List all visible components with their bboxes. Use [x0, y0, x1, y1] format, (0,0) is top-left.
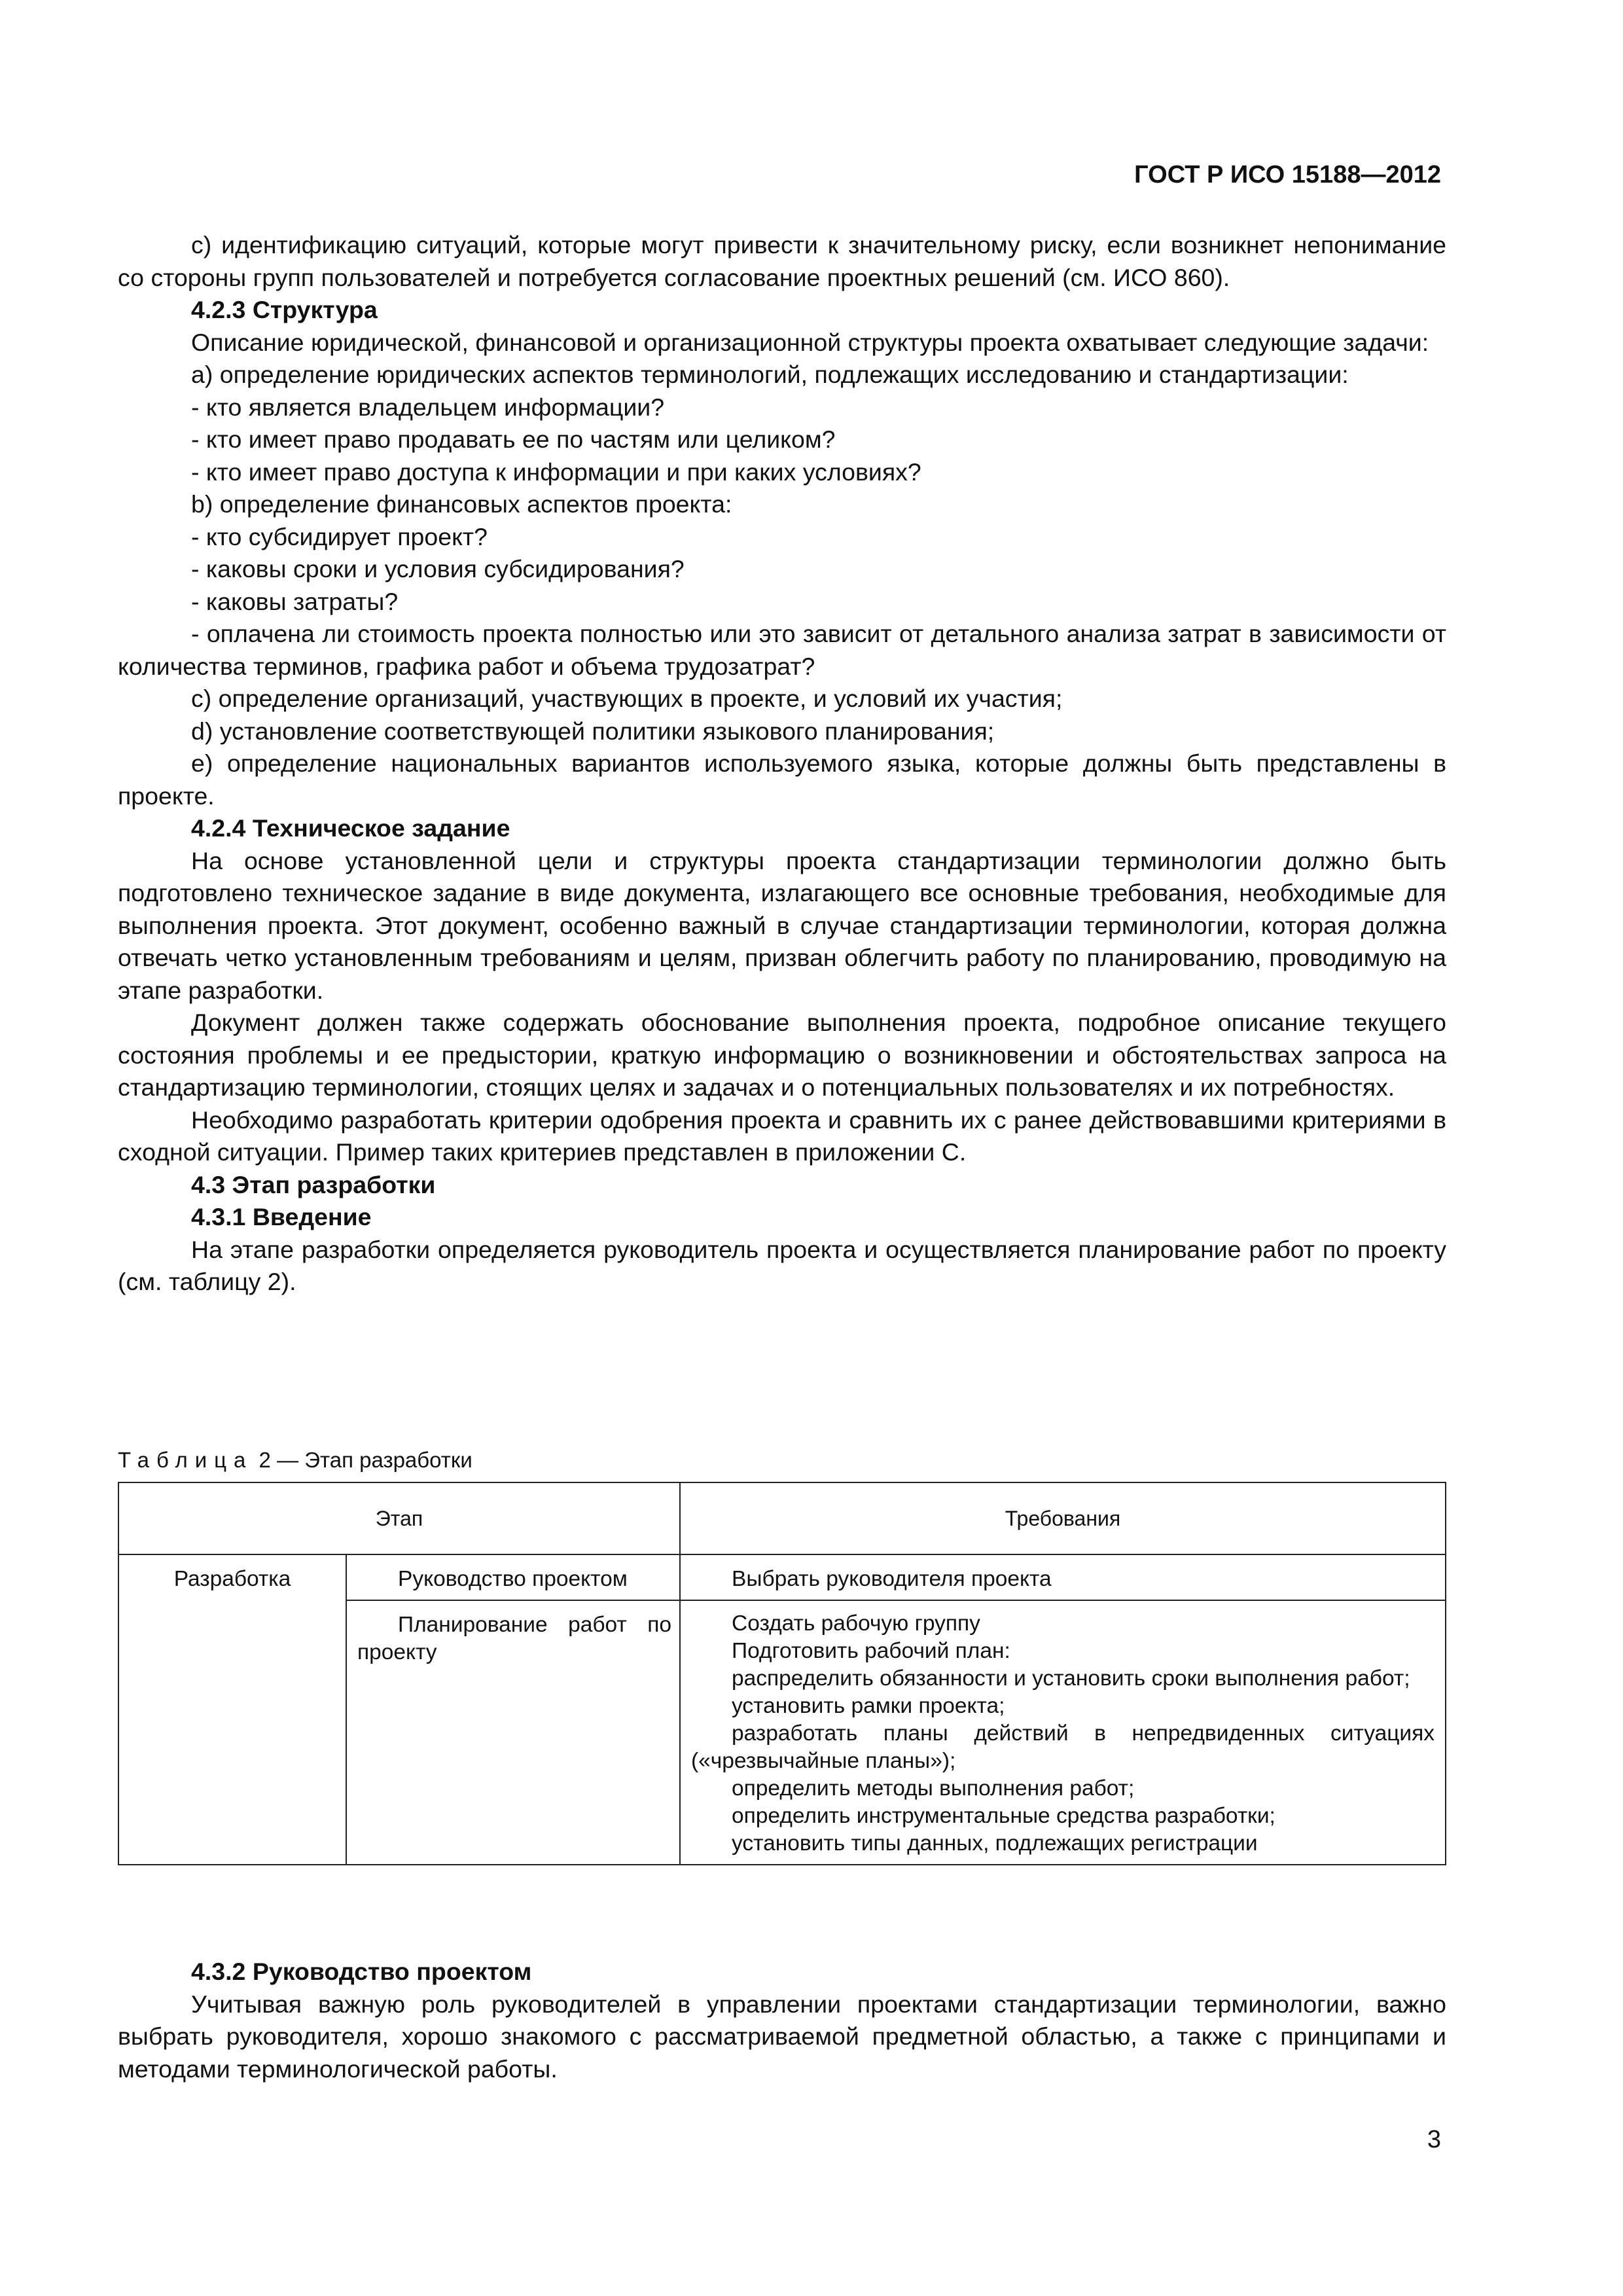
requirement-line: разработать планы действий в непредвиденных ситуациях («чрезвычайные планы»); [691, 1721, 1435, 1773]
requirement-cell: Выбрать руководителя проекта [680, 1554, 1446, 1600]
list-item: - каковы затраты? [191, 587, 399, 615]
table-row [118, 1554, 1446, 1600]
list-item: - кто имеет право продавать ее по частям или целиком? [191, 425, 836, 453]
section-heading-4-3-1: 4.3.1 Введение [191, 1203, 372, 1230]
requirement-line: Подготовить рабочий план: [732, 1639, 1010, 1663]
paragraph-tech-spec: На основе установленной цели и структуры проекта стандартизации терминологии должно быть подготовлено техническое задание в виде документа, излагающего все основные требования, необходимые для выполнения проекта. Этот документ, особенно важный в случае стандартизации терминологии, которая должна отвечать четко установленным требованиям и целям, призван облегчить работу по планированию, проводимую на этапе разработки. [118, 846, 1446, 1004]
header-requirements: Требования [680, 1482, 1446, 1554]
section-4-3-2 [118, 1956, 1446, 2085]
requirement-line: определить инструментальные средства разработки; [732, 1804, 1275, 1828]
list-item: e) определение национальных вариантов используемого языка, которые должны быть представлены в проекте. [118, 749, 1446, 810]
paragraph-project-management: Учитывая важную роль руководителей в управлении проектами стандартизации терминологии, важно выбрать руководителя, хорошо знакомого с рассматриваемой предметной областью, а также с принципами и методами терминологической работы. [118, 1990, 1446, 2083]
list-item: a) определение юридических аспектов терминологий, подлежащих исследованию и стандартизации: [191, 361, 1349, 388]
page-number: 3 [1427, 2126, 1441, 2153]
list-item: - кто субсидирует проект? [191, 522, 488, 550]
table-caption-word: Таблица [118, 1448, 253, 1472]
requirement-line: определить методы выполнения работ; [732, 1776, 1135, 1801]
list-item: b) определение финансовых аспектов проекта: [191, 490, 732, 518]
requirements-list-cell [680, 1600, 1446, 1865]
header-stage: Этап [118, 1482, 680, 1554]
list-item: d) установление соответствующей политики языкового планирования; [191, 717, 995, 745]
paragraph-document-contents: Документ должен также содержать обоснование выполнения проекта, подробное описание текущего состояния проблемы и ее предыстории, краткую информацию о возникновении и обстоятельствах запроса на стандартизацию терминологии, стоящих целях и задачах и о потенциальных пользователях и их потребностях. [118, 1009, 1446, 1101]
requirement-line: распределить обязанности и установить сроки выполнения работ; [732, 1666, 1410, 1691]
list-item: c) определение организаций, участвующих в проекте, и условий их участия; [191, 685, 1063, 712]
list-item: - кто является владельцем информации? [191, 393, 665, 421]
table-caption [118, 1448, 473, 1473]
document-code-header: ГОСТ Р ИСО 15188—2012 [1134, 161, 1441, 188]
development-stage-table [118, 1482, 1446, 1865]
paragraph-item-c: c) идентификацию ситуаций, которые могут привести к значительному риску, если возникнет непонимание со стороны групп пользователей и потребуется согласование проектных решений (см. ИСО 860). [118, 231, 1446, 291]
stage-cell: Разработка [118, 1554, 346, 1865]
requirement-line: установить рамки проекта; [732, 1694, 1005, 1718]
paragraph-structure-intro: Описание юридической, финансовой и организационной структуры проекта охватывает следующие задачи: [191, 328, 1429, 356]
section-heading-4-2-4: 4.2.4 Техническое задание [191, 814, 510, 842]
section-heading-4-3-2: 4.3.2 Руководство проектом [191, 1958, 532, 1985]
paragraph-development-intro: На этапе разработки определяется руководитель проекта и осуществляется планирование работ по проекту (см. таблицу 2). [118, 1235, 1446, 1295]
section-heading-4-2-3: 4.2.3 Структура [191, 296, 378, 323]
main-text-block [118, 229, 1446, 1299]
activity-cell: Руководство проектом [346, 1554, 680, 1600]
list-item: - каковы сроки и условия субсидирования? [191, 555, 685, 583]
table-caption-title: 2 — Этап разработки [253, 1448, 473, 1472]
activity-cell: Планирование работ по проекту [346, 1600, 680, 1865]
list-item: - кто имеет право доступа к информации и при каких условиях? [191, 457, 921, 486]
list-item: - оплачена ли стоимость проекта полностью или это зависит от детального анализа затрат в зависимости от количества терминов, графика работ и объема трудозатрат? [118, 620, 1446, 680]
section-heading-4-3: 4.3 Этап разработки [191, 1170, 436, 1198]
requirement-line: установить типы данных, подлежащих регистрации [732, 1831, 1258, 1856]
paragraph-criteria: Необходимо разработать критерии одобрения проекта и сравнить их с ранее действовавшими критериями в сходной ситуации. Пример таких критериев представлен в приложении С. [118, 1105, 1446, 1166]
requirement-line: Создать рабочую группу [732, 1611, 980, 1636]
table-header-row [118, 1482, 1446, 1554]
